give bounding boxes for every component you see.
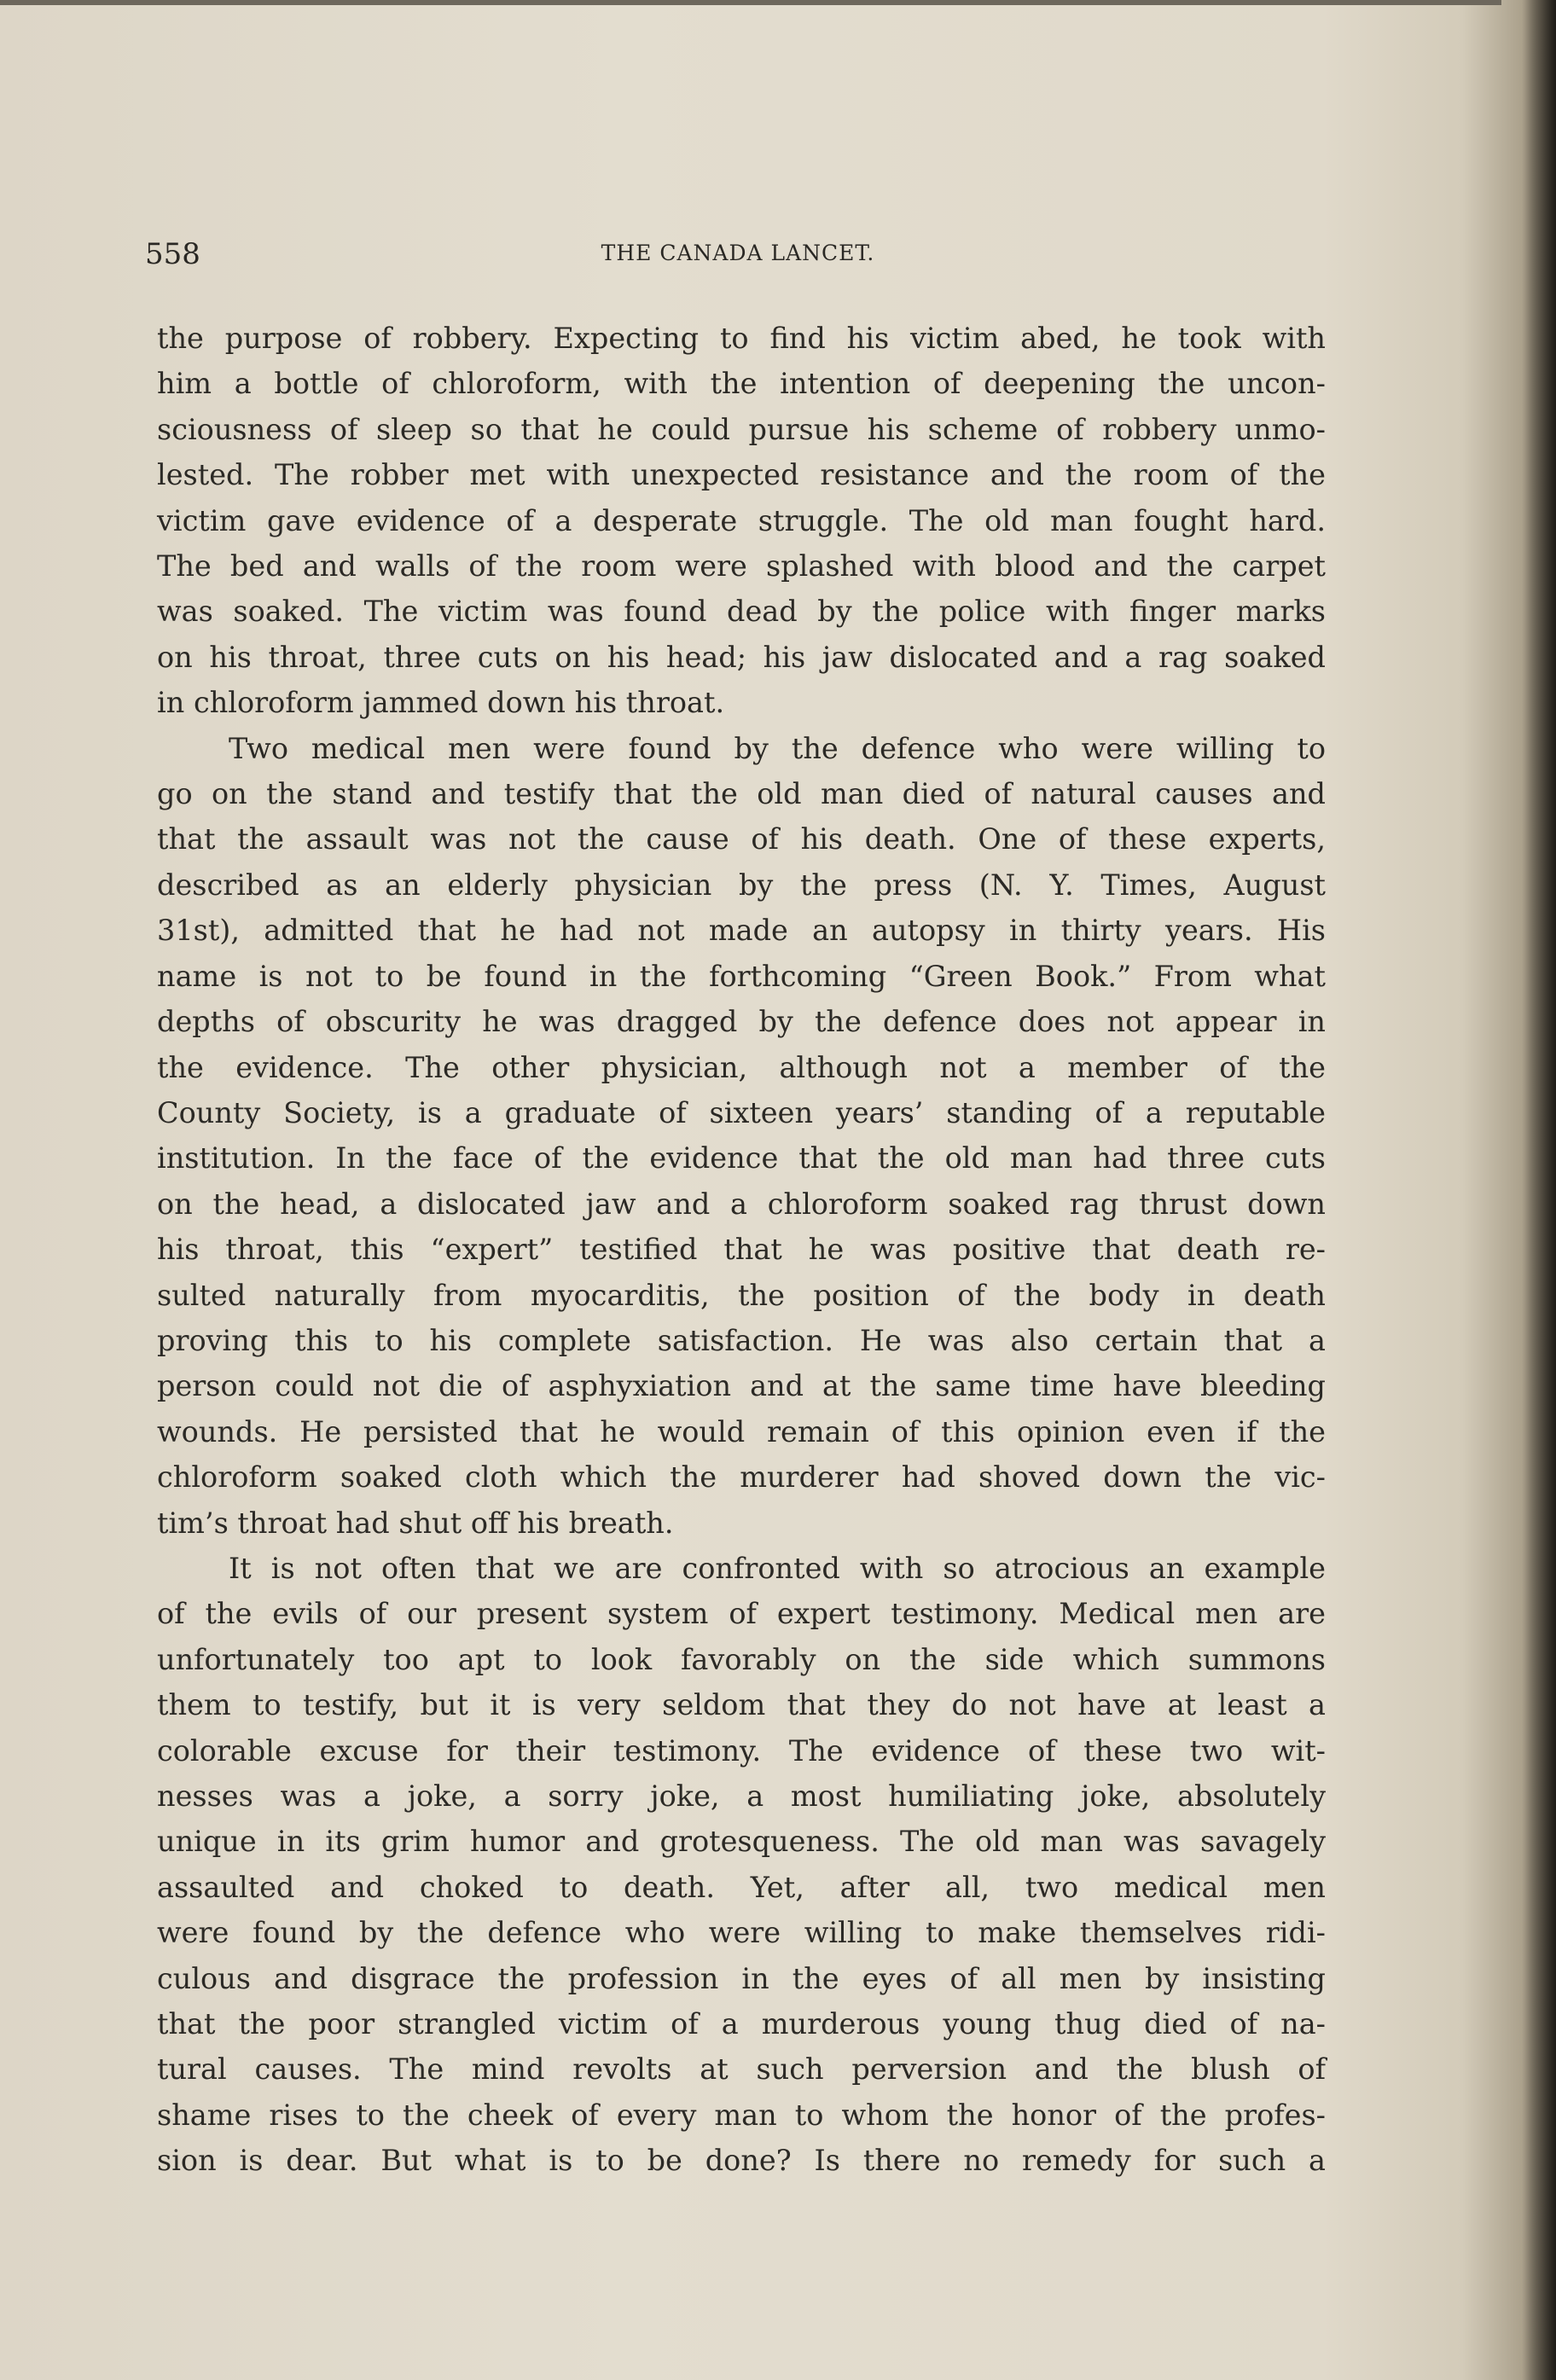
text-line: them to testify, but it is very seldom that they do not have at least a	[157, 1688, 1326, 1722]
text-line: nesses was a joke, a sorry joke, a most humiliating joke, absolutely	[157, 1779, 1326, 1813]
page-number: 558	[145, 237, 200, 271]
text-line: go on the stand and testify that the old man died of natural causes and	[157, 777, 1326, 811]
page-top-edge	[0, 0, 1501, 5]
text-line: proving this to his complete satisfaction. He was also certain that a	[157, 1323, 1326, 1357]
text-line: that the poor strangled victim of a murderous young thug died of na-	[157, 2007, 1326, 2041]
text-line: It is not often that we are confronted with so atrocious an example	[229, 1551, 1326, 1585]
text-line: sion is dear. But what is to be done? Is there no remedy for such a	[157, 2144, 1326, 2178]
text-line: in chloroform jammed down his throat.	[157, 686, 725, 720]
text-line: lested. The robber met with unexpected resistance and the room of the	[157, 458, 1326, 492]
text-line: tural causes. The mind revolts at such perversion and the blush of	[157, 2052, 1326, 2087]
text-line: tim’s throat had shut off his breath.	[157, 1506, 674, 1540]
text-line: shame rises to the cheek of every man to whom the honor of the profes-	[157, 2098, 1326, 2132]
body-text	[157, 316, 1326, 2184]
text-line: The bed and walls of the room were splashed with blood and the carpet	[157, 549, 1326, 583]
text-line: victim gave evidence of a desperate struggle. The old man fought hard.	[157, 503, 1326, 537]
text-line: on his throat, three cuts on his head; his jaw dislocated and a rag soaked	[157, 640, 1326, 674]
text-line: the purpose of robbery. Expecting to find his victim abed, he took with	[157, 322, 1326, 355]
text-line: person could not die of asphyxiation and at the same time have bleeding	[157, 1369, 1326, 1403]
text-line: that the assault was not the cause of his death. One of these experts,	[157, 822, 1326, 856]
text-line: unique in its grim humor and grotesqueness. The old man was savagely	[157, 1825, 1326, 1859]
text-line: chloroform soaked cloth which the murderer had shoved down the vic-	[157, 1460, 1326, 1495]
text-line: were found by the defence who were willing to make themselves ridi-	[157, 1916, 1326, 1950]
text-line: culous and disgrace the profession in the eyes of all men by insisting	[157, 1961, 1326, 1995]
text-line: him a bottle of chloroform, with the intention of deepening the uncon-	[157, 367, 1326, 401]
text-line: of the evils of our present system of expert testimony. Medical men are	[157, 1597, 1326, 1631]
text-line: described as an elderly physician by the press (N. Y. Times, August	[157, 868, 1326, 902]
text-line: the evidence. The other physician, although not a member of the	[157, 1050, 1326, 1084]
text-line: sciousness of sleep so that he could pursue his scheme of robbery unmo-	[157, 412, 1326, 446]
text-line: wounds. He persisted that he would remain of this opinion even if the	[157, 1414, 1326, 1448]
text-line: assaulted and choked to death. Yet, after all, two medical men	[157, 1870, 1326, 1904]
text-line: colorable excuse for their testimony. The evidence of these two wit-	[157, 1733, 1326, 1768]
text-line: sulted naturally from myocarditis, the position of the body in death	[157, 1278, 1326, 1312]
text-line: institution. In the face of the evidence that the old man had three cuts	[157, 1141, 1326, 1175]
text-line: unfortunately too apt to look favorably on the side which summons	[157, 1642, 1326, 1676]
text-line: was soaked. The victim was found dead by the police with finger marks	[157, 595, 1326, 629]
text-line: Two medical men were found by the defence who were willing to	[229, 731, 1326, 765]
text-line: on the head, a dislocated jaw and a chloroform soaked rag thrust down	[157, 1187, 1326, 1221]
text-line: County Society, is a graduate of sixteen years’ standing of a reputable	[157, 1095, 1326, 1129]
text-line: 31st), admitted that he had not made an autopsy in thirty years. His	[157, 914, 1326, 948]
text-line: his throat, this “expert” testified that he was positive that death re-	[157, 1233, 1326, 1267]
binding-shadow	[1522, 0, 1556, 2380]
running-head: THE CANADA LANCET.	[601, 241, 875, 265]
page-header	[145, 232, 1331, 283]
text-line: name is not to be found in the forthcoming “Green Book.” From what	[157, 959, 1326, 993]
text-line: depths of obscurity he was dragged by the defence does not appear in	[157, 1005, 1326, 1039]
